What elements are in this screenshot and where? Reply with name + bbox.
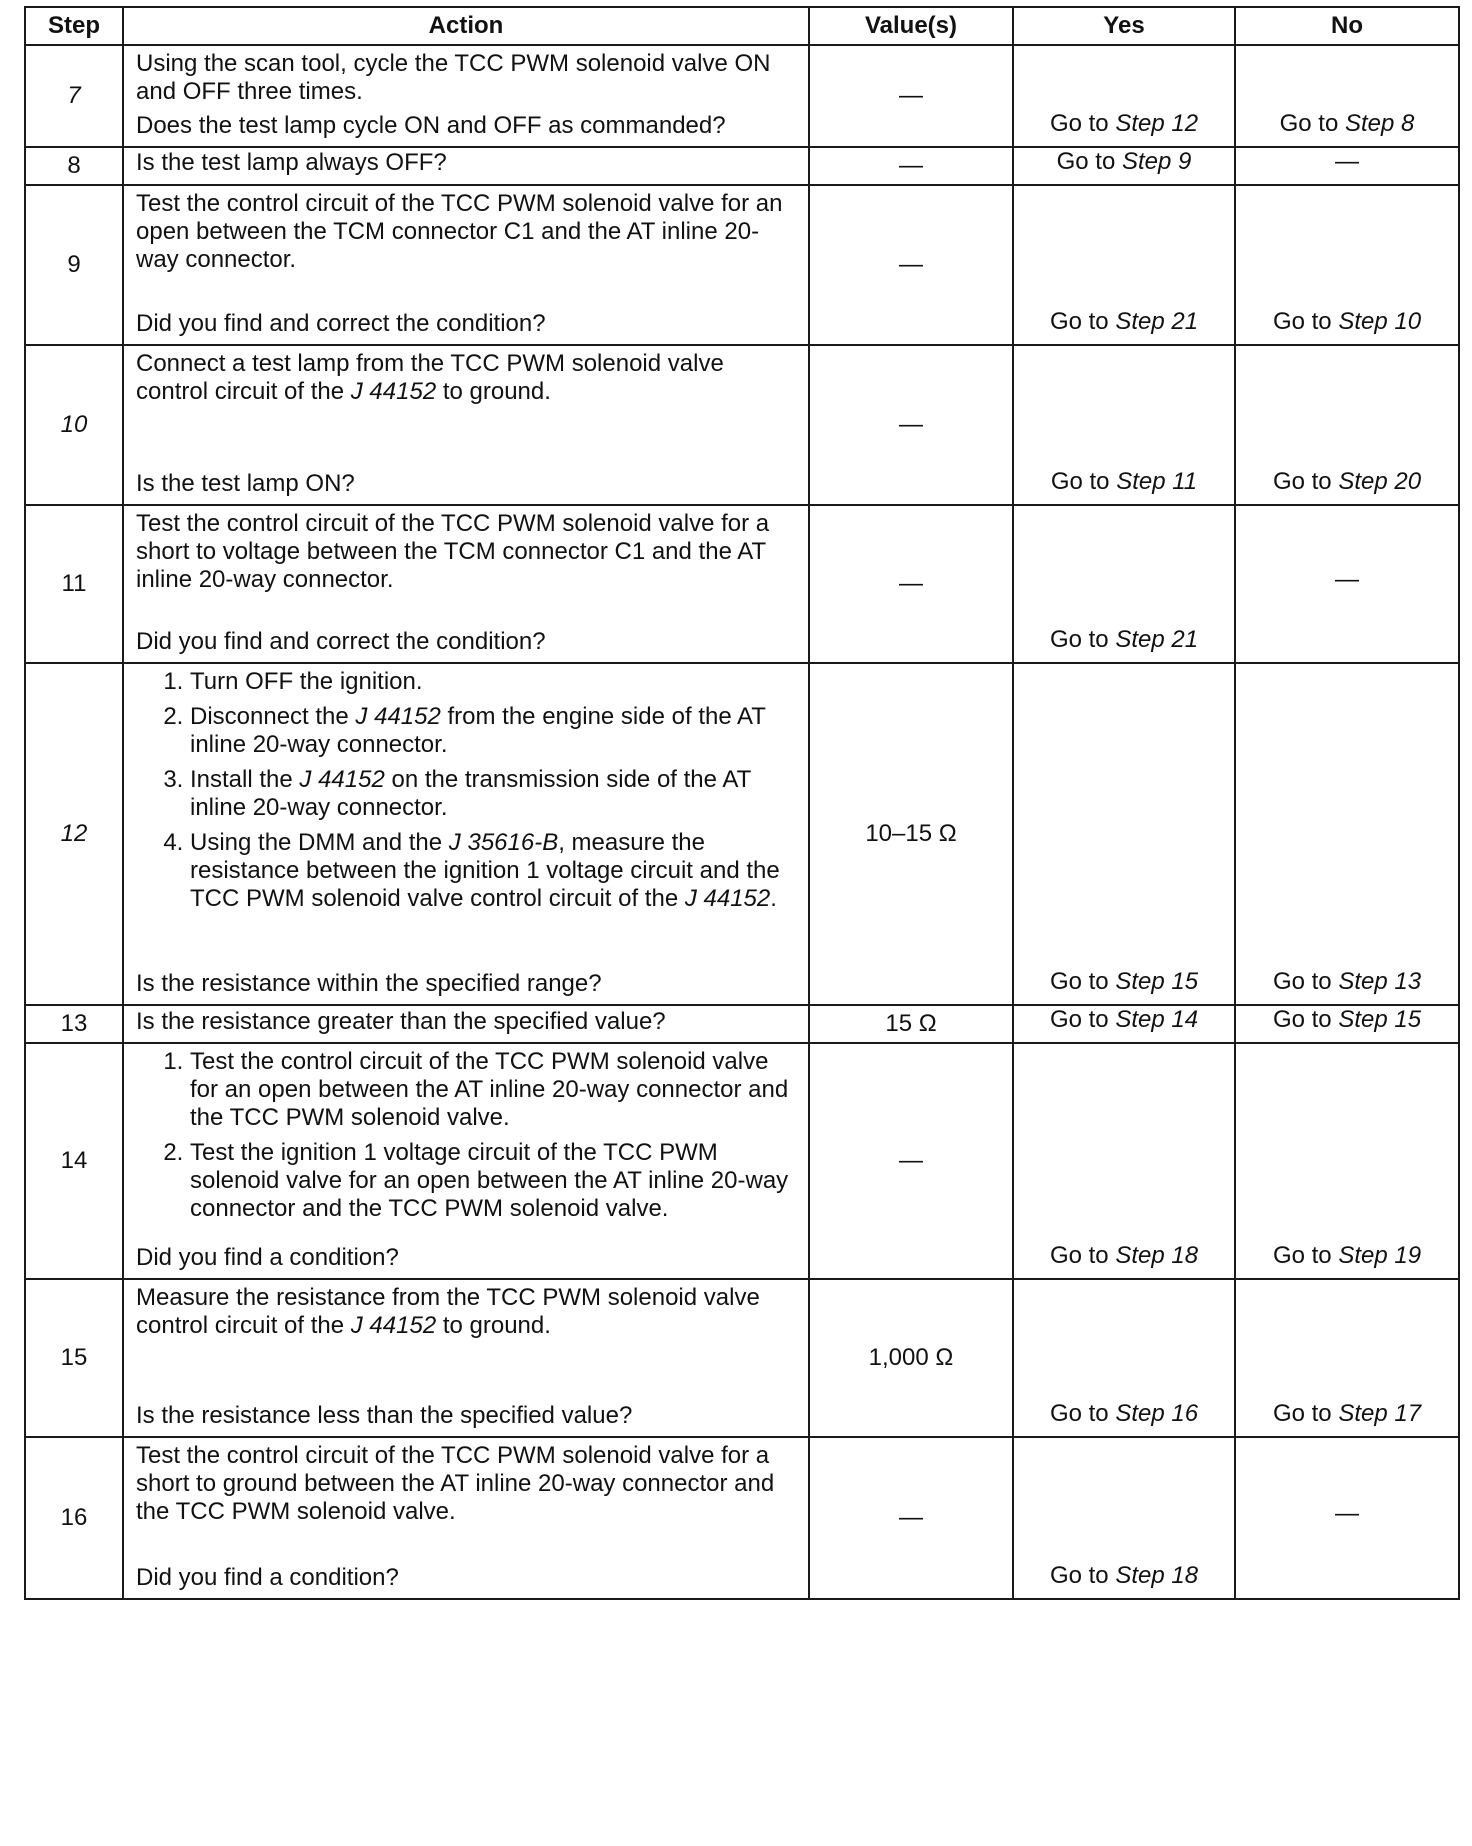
step-number: 14 <box>60 1147 88 1174</box>
step-cell <box>25 1043 123 1279</box>
yes-cell <box>1013 185 1235 345</box>
table-row <box>25 1043 1459 1279</box>
list-item-text: . <box>770 885 777 912</box>
action-question: Is the resistance within the specified range? <box>136 970 602 997</box>
value-cell <box>809 45 1013 147</box>
step-cell <box>25 1437 123 1599</box>
no-cell <box>1235 1005 1459 1043</box>
no-goto-step: Step 15 <box>1338 1006 1422 1033</box>
no-goto-step: Step 19 <box>1338 1242 1422 1269</box>
yes-goto-prefix: Go to <box>1050 468 1110 495</box>
value-cell <box>809 505 1013 663</box>
no-goto[interactable] <box>1273 968 1421 995</box>
action-text: Connect a test lamp from the TCC PWM solenoid valve control circuit of the <box>136 350 724 405</box>
table-row <box>25 147 1459 185</box>
action-text: Using the scan tool, cycle the TCC PWM solenoid valve ON and OFF three times. <box>136 50 771 105</box>
yes-goto[interactable] <box>1050 1242 1198 1269</box>
no-goto-prefix: Go to <box>1272 1400 1332 1427</box>
table-row <box>25 1437 1459 1599</box>
yes-goto-step: Step 11 <box>1116 468 1198 495</box>
step-number: 15 <box>60 1344 88 1371</box>
header-action: Action <box>123 7 809 45</box>
action-instruction <box>136 1048 798 1230</box>
yes-goto-prefix: Go to <box>1049 1006 1109 1033</box>
no-cell <box>1235 1279 1459 1437</box>
action-content <box>124 664 808 1004</box>
table-row <box>25 1005 1459 1043</box>
tool-reference: J 44152 <box>299 766 385 793</box>
value-text: — <box>899 251 923 278</box>
no-goto[interactable] <box>1273 1242 1421 1269</box>
action-question: Did you find and correct the condition? <box>136 310 546 337</box>
action-cell <box>123 345 809 505</box>
tool-reference: J 44152 <box>350 1312 437 1339</box>
step-number: 7 <box>67 82 81 109</box>
action-instruction <box>136 1442 798 1526</box>
action-question: Is the resistance greater than the specified value? <box>136 1008 666 1035</box>
no-cell <box>1235 185 1459 345</box>
value-cell <box>809 1437 1013 1599</box>
no-goto-step: Step 13 <box>1338 968 1422 995</box>
step-cell <box>25 1005 123 1043</box>
no-goto-step: Step 8 <box>1344 110 1415 137</box>
table-row <box>25 663 1459 1005</box>
action-list-item <box>190 703 798 759</box>
tool-reference: J 44152 <box>355 703 441 730</box>
step-number: 12 <box>60 820 88 847</box>
value-cell <box>809 1005 1013 1043</box>
action-cell <box>123 45 809 147</box>
no-goto[interactable] <box>1335 148 1359 175</box>
step-number: 13 <box>60 1010 88 1037</box>
yes-goto-prefix: Go to <box>1056 148 1116 175</box>
yes-goto-prefix: Go to <box>1049 626 1109 653</box>
yes-cell <box>1013 45 1235 147</box>
step-cell <box>25 1279 123 1437</box>
value-text: 10–15 Ω <box>865 820 957 847</box>
yes-goto-prefix: Go to <box>1049 1400 1109 1427</box>
action-question: Is the test lamp always OFF? <box>136 149 447 176</box>
action-cell <box>123 1043 809 1279</box>
action-content <box>124 186 808 344</box>
tool-reference: J 35616-B <box>448 829 559 856</box>
no-cell <box>1235 147 1459 185</box>
action-content <box>124 46 808 146</box>
action-instruction <box>136 1284 798 1340</box>
action-cell <box>123 185 809 345</box>
value-cell <box>809 663 1013 1005</box>
tool-reference: J 44152 <box>684 885 771 912</box>
tool-reference: J 44152 <box>350 378 437 405</box>
yes-cell <box>1013 1437 1235 1599</box>
step-cell <box>25 345 123 505</box>
list-item-text: Disconnect the <box>190 703 356 730</box>
no-goto-step: Step 20 <box>1338 468 1422 495</box>
yes-goto-prefix: Go to <box>1049 308 1109 335</box>
no-goto-step: Step 17 <box>1338 1400 1422 1427</box>
action-step-list <box>136 668 798 913</box>
yes-goto-prefix: Go to <box>1049 1242 1109 1269</box>
list-item-text: on the transmission side of the AT inline 20-way connector. <box>190 766 751 821</box>
yes-goto[interactable] <box>1050 308 1198 335</box>
header-values: Value(s) <box>809 7 1013 45</box>
action-cell <box>123 1279 809 1437</box>
value-text: — <box>899 1147 923 1174</box>
action-text: Measure the resistance from the TCC PWM solenoid valve control circuit of the <box>136 1284 760 1339</box>
yes-goto[interactable] <box>1057 148 1192 175</box>
step-cell <box>25 45 123 147</box>
step-cell <box>25 185 123 345</box>
list-item-text: Install the <box>190 766 300 793</box>
yes-goto-step: Step 18 <box>1115 1562 1199 1589</box>
no-goto[interactable] <box>1273 1400 1421 1427</box>
value-text: 15 Ω <box>885 1010 937 1037</box>
no-goto[interactable] <box>1280 110 1415 137</box>
table-row <box>25 185 1459 345</box>
action-list-item <box>190 829 798 913</box>
no-goto[interactable] <box>1273 308 1421 335</box>
list-item-text: , measure the resistance between the ignition 1 voltage circuit and the TCC PWM solenoid valve control circuit of the <box>190 829 780 912</box>
no-cell <box>1235 345 1459 505</box>
action-list-item <box>190 1139 798 1223</box>
action-instruction <box>136 190 798 274</box>
no-goto-step: Step 10 <box>1338 308 1422 335</box>
yes-cell <box>1013 1043 1235 1279</box>
no-goto-step: — <box>1335 148 1359 175</box>
no-cell <box>1235 45 1459 147</box>
no-goto[interactable] <box>1335 1500 1359 1527</box>
no-goto[interactable] <box>1273 1006 1421 1033</box>
value-text: — <box>899 1504 923 1531</box>
action-list-item <box>190 1048 798 1132</box>
action-text: to ground. <box>436 378 551 405</box>
action-text: Test the control circuit of the TCC PWM solenoid valve for a short to ground between the AT inline 20-way connector and the TCC PWM solenoid valve. <box>136 1442 775 1525</box>
yes-goto[interactable] <box>1050 626 1198 653</box>
yes-goto-prefix: Go to <box>1049 1562 1109 1589</box>
list-item-text: Test the control circuit of the TCC PWM solenoid valve for an open between the AT inline 20-way connector and the TCC PWM solenoid valve. <box>190 1048 789 1131</box>
yes-goto-step: Step 12 <box>1115 110 1199 137</box>
no-goto[interactable] <box>1335 566 1359 593</box>
value-cell <box>809 185 1013 345</box>
step-number: 10 <box>60 411 88 438</box>
action-question: Is the resistance less than the specified value? <box>136 1402 633 1429</box>
value-text: — <box>899 411 923 438</box>
yes-cell <box>1013 505 1235 663</box>
no-goto[interactable] <box>1273 468 1421 495</box>
value-text: — <box>899 82 923 109</box>
action-question: Did you find and correct the condition? <box>136 628 546 655</box>
yes-goto[interactable] <box>1050 110 1198 137</box>
action-cell <box>123 505 809 663</box>
action-instruction <box>136 510 798 594</box>
header-row <box>25 7 1459 45</box>
step-number: 16 <box>60 1504 88 1531</box>
no-goto-prefix: Go to <box>1272 968 1332 995</box>
action-content <box>124 148 808 180</box>
list-item-text: from the engine side of the AT inline 20-way connector. <box>190 703 766 758</box>
value-text: — <box>899 570 923 597</box>
action-list-item <box>190 668 798 696</box>
yes-goto-step: Step 9 <box>1121 148 1192 175</box>
yes-goto-step: Step 18 <box>1115 1242 1199 1269</box>
action-content <box>124 506 808 662</box>
action-instruction <box>136 50 798 106</box>
header-yes: Yes <box>1013 7 1235 45</box>
yes-cell <box>1013 345 1235 505</box>
yes-goto-prefix: Go to <box>1049 110 1109 137</box>
no-goto-prefix: Go to <box>1272 1006 1332 1033</box>
value-cell <box>809 345 1013 505</box>
table-row <box>25 505 1459 663</box>
yes-goto[interactable] <box>1050 1006 1198 1033</box>
yes-goto[interactable] <box>1050 1562 1198 1589</box>
action-question: Is the test lamp ON? <box>136 470 355 497</box>
value-text: — <box>899 152 923 179</box>
no-goto-prefix: Go to <box>1272 1242 1332 1269</box>
header-step: Step <box>25 7 123 45</box>
yes-goto-step: Step 16 <box>1115 1400 1199 1427</box>
no-cell <box>1235 1043 1459 1279</box>
step-cell <box>25 663 123 1005</box>
action-cell <box>123 1005 809 1043</box>
action-content <box>124 346 808 504</box>
yes-cell <box>1013 1279 1235 1437</box>
action-question: Did you find a condition? <box>136 1564 399 1591</box>
no-goto-step: — <box>1335 1500 1359 1527</box>
action-instruction <box>136 350 798 406</box>
no-goto-prefix: Go to <box>1272 308 1332 335</box>
list-item-text: Using the DMM and the <box>190 829 449 856</box>
action-text: Test the control circuit of the TCC PWM solenoid valve for a short to voltage between the TCM connector C1 and the AT inline 20-way connector. <box>136 510 770 593</box>
step-cell <box>25 147 123 185</box>
no-goto-prefix: Go to <box>1272 468 1332 495</box>
yes-goto-step: Step 21 <box>1115 626 1199 653</box>
action-text: Test the control circuit of the TCC PWM solenoid valve for an open between the TCM connector C1 and the AT inline 20-way connector. <box>136 190 783 273</box>
no-cell <box>1235 1437 1459 1599</box>
value-cell <box>809 147 1013 185</box>
yes-goto[interactable] <box>1050 968 1198 995</box>
action-content <box>124 1006 808 1040</box>
value-cell <box>809 1043 1013 1279</box>
yes-goto-step: Step 15 <box>1115 968 1199 995</box>
table-row <box>25 345 1459 505</box>
yes-goto-step: Step 21 <box>1115 308 1199 335</box>
yes-goto[interactable] <box>1051 468 1197 495</box>
value-cell <box>809 1279 1013 1437</box>
step-number: 9 <box>67 251 81 278</box>
action-text: to ground. <box>436 1312 551 1339</box>
table-row <box>25 45 1459 147</box>
action-content <box>124 1280 808 1436</box>
table-body <box>25 45 1459 1599</box>
list-item-text: Test the ignition 1 voltage circuit of the TCC PWM solenoid valve for an open between the AT inline 20-way connector and the TCC PWM solenoid valve. <box>190 1139 789 1222</box>
action-step-list <box>136 1048 798 1223</box>
action-cell <box>123 1437 809 1599</box>
action-instruction <box>136 668 798 920</box>
action-cell <box>123 663 809 1005</box>
yes-goto-step: Step 14 <box>1115 1006 1199 1033</box>
action-question: Does the test lamp cycle ON and OFF as commanded? <box>136 112 726 139</box>
table-row <box>25 1279 1459 1437</box>
action-content <box>124 1438 808 1598</box>
yes-goto[interactable] <box>1050 1400 1198 1427</box>
list-item-text: Turn OFF the ignition. <box>190 668 423 695</box>
no-goto-step: — <box>1335 566 1359 593</box>
yes-cell <box>1013 1005 1235 1043</box>
no-cell <box>1235 663 1459 1005</box>
action-list-item <box>190 766 798 822</box>
step-cell <box>25 505 123 663</box>
step-number: 11 <box>61 570 87 597</box>
no-goto-prefix: Go to <box>1279 110 1339 137</box>
no-cell <box>1235 505 1459 663</box>
value-text: 1,000 Ω <box>868 1344 954 1371</box>
action-cell <box>123 147 809 185</box>
yes-cell <box>1013 147 1235 185</box>
diagnostic-table <box>24 6 1460 1600</box>
yes-cell <box>1013 663 1235 1005</box>
action-content <box>124 1044 808 1278</box>
header-no: No <box>1235 7 1459 45</box>
yes-goto-prefix: Go to <box>1049 968 1109 995</box>
action-question: Did you find a condition? <box>136 1244 399 1271</box>
step-number: 8 <box>67 152 81 179</box>
